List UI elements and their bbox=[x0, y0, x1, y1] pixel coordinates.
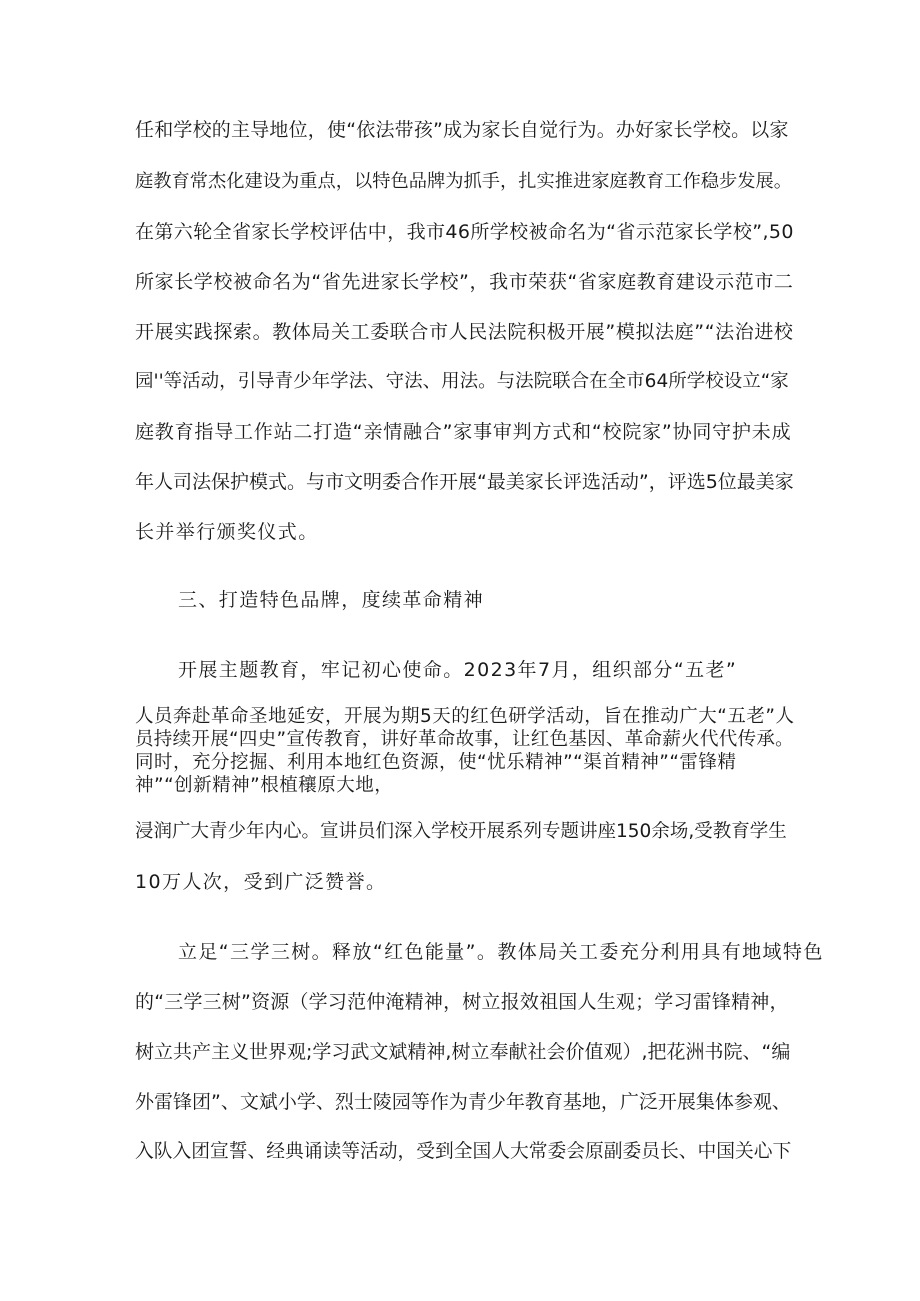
paragraph-1-line-2: 庭教育常杰化建设为重点，以特色品牌为抓手，扎实推进家庭教育工作稳步发展。 bbox=[135, 171, 792, 192]
paragraph-1-line-6: 园''等活动，引导青少年学法、守法、用法。与法院联合在全市64所学校设立“家 bbox=[135, 371, 789, 392]
paragraph-2-dense-line-2: 员持续开展“四史”宣传教育，讲好革命故事，让红色基因、革命薪火代代传承。 bbox=[135, 729, 794, 750]
paragraph-3-line-5: 入队入团宣誓、经典诵读等活动，受到全国人大常委会原副委员长、中国关心下 bbox=[135, 1141, 792, 1162]
paragraph-3-line-3: 树立共产主义世界观;学习武文斌精神,树立奉献社会价值观）,把花洲书院、“编 bbox=[135, 1041, 791, 1063]
paragraph-2-tail-line-2: 10万人次，受到广泛赞誉。 bbox=[135, 871, 387, 893]
paragraph-3-line-1: 立足“三学三树。释放“红色能量”。教体局关工委充分利用具有地域特色 bbox=[178, 941, 824, 963]
paragraph-2-tail-line-1: 浸润广大青少年内心。宣讲员们深入学校开展系列专题讲座150余场,受教育学生 bbox=[135, 821, 787, 842]
paragraph-3-line-4: 外雷锋团”、文斌小学、烈士陵园等作为青少年教育基地，广泛开展集体参观、 bbox=[135, 1091, 791, 1113]
paragraph-2-dense-line-3: 同时，充分挖掘、利用本地红色资源，使“忧乐精神”“渠首精神”“雷锋精 bbox=[135, 752, 737, 773]
paragraph-1-line-4: 所家长学校被命名为“省先进家长学校”，我市荣获“省家庭教育建设示范市二 bbox=[135, 271, 794, 293]
paragraph-2-dense-line-1: 人员奔赴革命圣地延安，开展为期5天的红色研学活动，旨在推动广大“五老”人 bbox=[135, 706, 795, 727]
paragraph-3-line-2: 的“三学三树”资源（学习范仲淹精神，树立报效祖国人生观；学习雷锋精神， bbox=[135, 991, 789, 1013]
paragraph-1-line-7: 庭教育指导工作站二打造“亲情融合”家事审判方式和“校院家”协同守护未成 bbox=[135, 421, 792, 443]
section-heading: 三、打造特色品牌，度续革命精神 bbox=[178, 589, 485, 611]
paragraph-2-dense-line-4: 神”“创新精神”根植穰原大地， bbox=[135, 775, 394, 796]
paragraph-2-line-1: 开展主题教育，牢记初心使命。2023年7月，组织部分“五老” bbox=[178, 659, 738, 681]
paragraph-1-line-5: 开展实践探索。教体局关工委联合市人民法院积极开展”模拟法庭”“法治进校 bbox=[135, 321, 794, 343]
paragraph-1-line-3: 在第六轮全省家长学校评估中，我市46所学校被命名为“省示范家长学校”,50 bbox=[135, 221, 794, 243]
paragraph-1-line-8: 年人司法保护模式。与市文明委合作开展“最美家长评选活动”，评选5位最美家 bbox=[135, 471, 794, 493]
paragraph-1-line-9: 长并举行颁奖仪式。 bbox=[135, 521, 319, 543]
paragraph-1-line-1: 任和学校的主导地位，使“依法带孩”成为家长自觉行为。办好家长学校。以家 bbox=[135, 119, 789, 141]
